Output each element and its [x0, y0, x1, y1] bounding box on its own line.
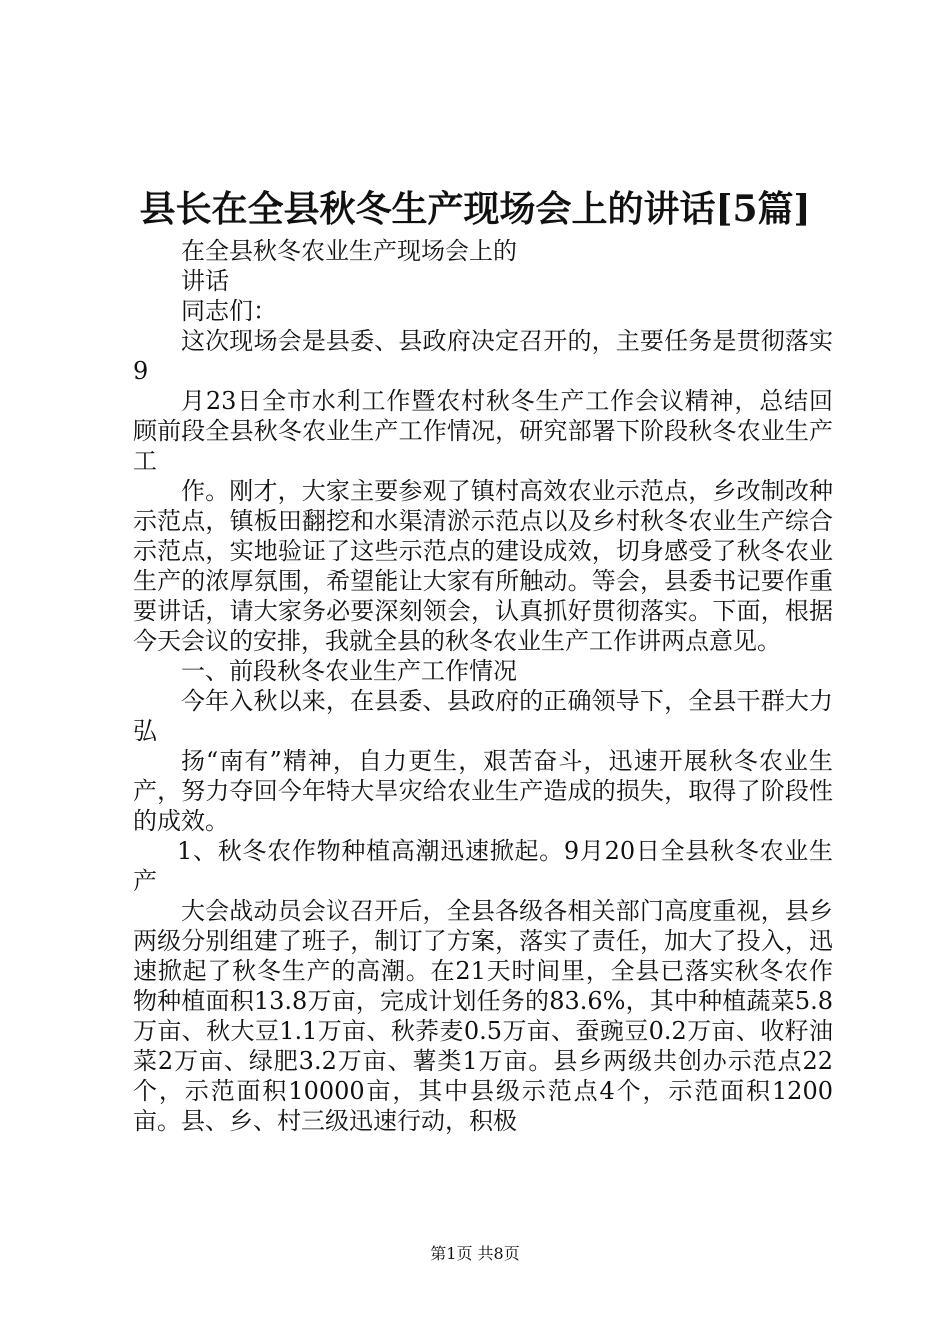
document-body	[133, 236, 833, 1136]
paragraph: 讲话	[181, 267, 229, 295]
paragraph: 作。刚才，大家主要参观了镇村高效农业示范点，乡改制改种示范点，镇板田翻挖和水渠清淤示范点以及乡村秋冬农业生产综合示范点，实地验证了这些示范点的建设成效，切身感受了秋冬农业生产的浓厚氛围，希望能让大家有所触动。等会，县委书记要作重要讲话，请大家务必要深刻领会，认真抓好贯彻落实。下面，根据今天会议的安排，我就全县的秋冬农业生产工作讲两点意见。	[133, 477, 833, 655]
paragraph: 在全县秋冬农业生产现场会上的	[181, 237, 517, 265]
document-title: 县长在全县秋冬生产现场会上的讲话[5篇]	[139, 188, 811, 230]
paragraph: 今年入秋以来，在县委、县政府的正确领导下，全县干群大力弘	[133, 687, 833, 745]
paragraph: 同志们：	[181, 297, 277, 325]
paragraph: 月23日全市水利工作暨农村秋冬生产工作会议精神，总结回顾前段全县秋冬农业生产工作情况，研究部署下阶段秋冬农业生产工	[133, 387, 833, 475]
page-number-footer: 第1页 共8页	[430, 1244, 520, 1263]
section-heading: 一、前段秋冬农业生产工作情况	[181, 657, 517, 685]
subsection-heading: 1、秋冬农作物种植高潮迅速掀起。9月20日全县秋冬农业生产	[133, 837, 833, 895]
paragraph: 扬“南有”精神，自力更生，艰苦奋斗，迅速开展秋冬农业生产，努力夺回今年特大旱灾给农业生产造成的损失，取得了阶段性的成效。	[133, 747, 833, 835]
paragraph: 这次现场会是县委、县政府决定召开的，主要任务是贯彻落实9	[133, 327, 833, 385]
paragraph: 大会战动员会议召开后，全县各级各相关部门高度重视，县乡两级分别组建了班子，制订了方案，落实了责任，加大了投入，迅速掀起了秋冬生产的高潮。在21天时间里，全县已落实秋冬农作物种植面积13.8万亩，完成计划任务的83.6%，其中种植蔬菜5.8万亩、秋大豆1.1万亩、秋荞麦0.5万亩、蚕豌豆0.2万亩、收籽油菜2万亩、绿肥3.2万亩、薯类1万亩。县乡两级共创办示范点22个，示范面积10000亩，其中县级示范点4个，示范面积1200亩。县、乡、村三级迅速行动，积极	[133, 897, 833, 1135]
